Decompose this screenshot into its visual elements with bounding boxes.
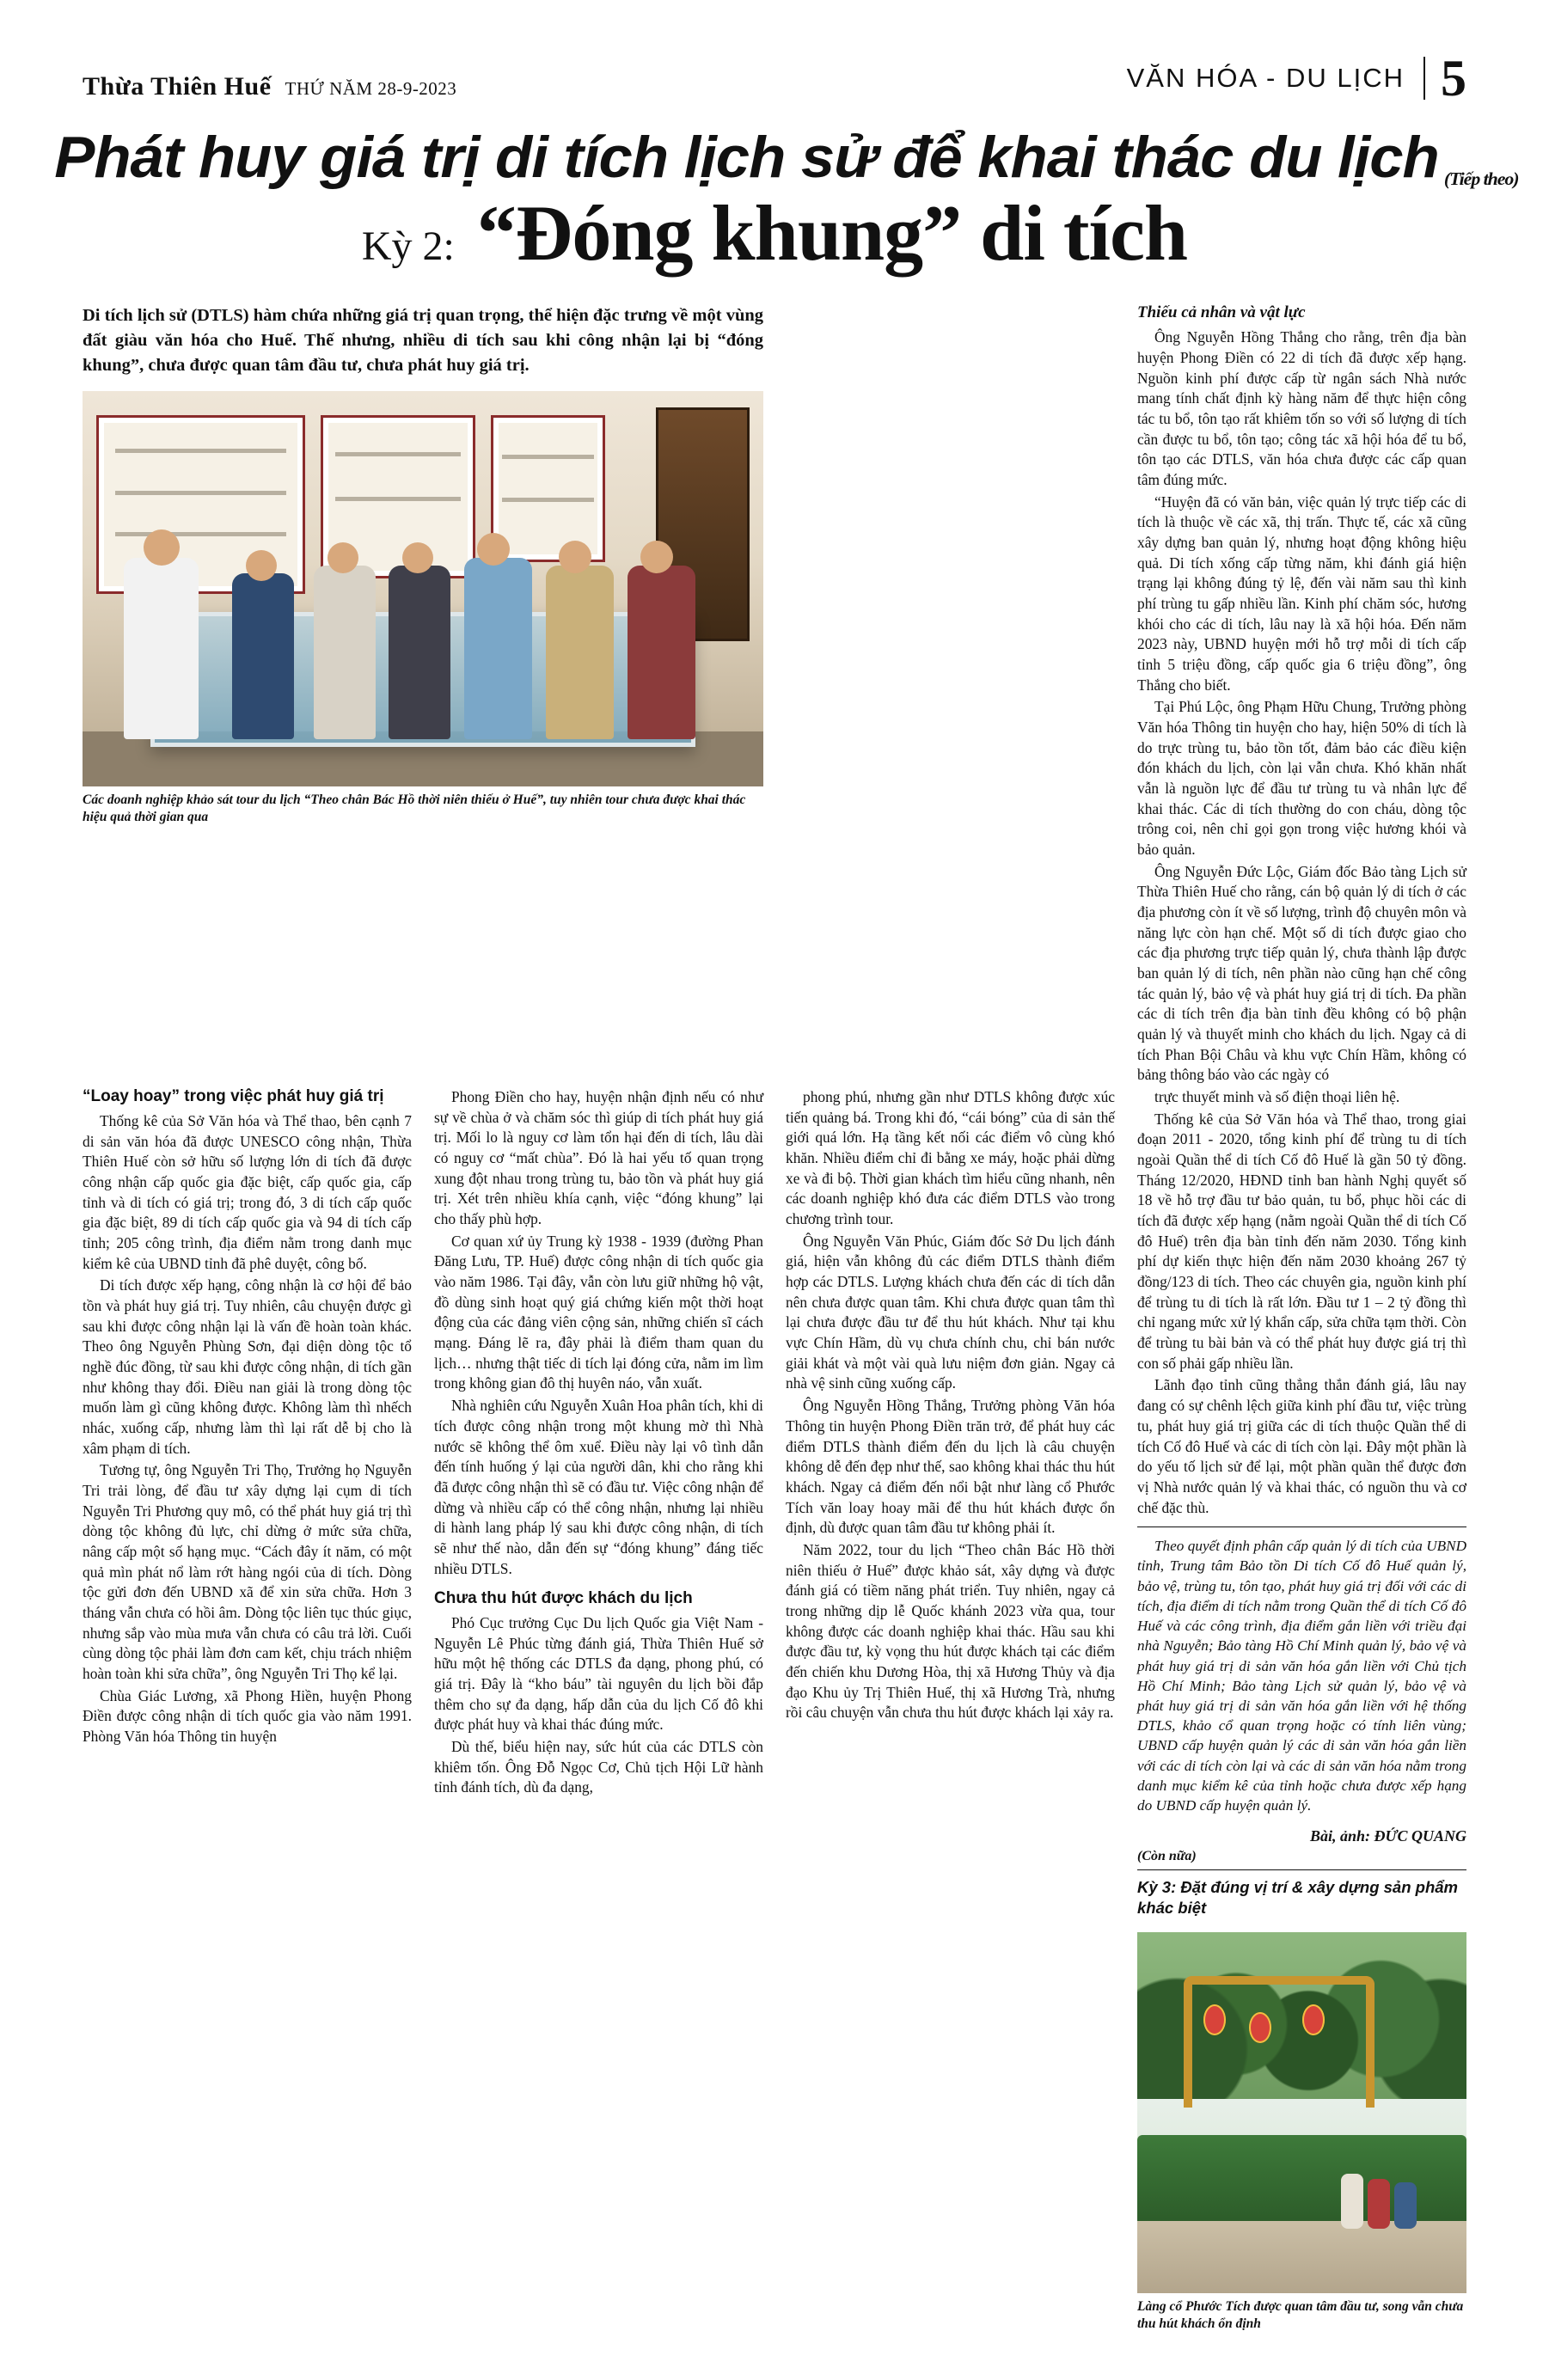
next-episode-teaser: Kỳ 3: Đặt đúng vị trí & xây dựng sản phẩm khác biệt	[1137, 1869, 1466, 1918]
boxed-note-text: Theo quyết định phân cấp quản lý di tích của UBND tỉnh, Trung tâm Bảo tồn Di tích Cố đô Huế quản lý, bảo vệ, trùng tu, tôn tạo, phát huy giá trị đối với các di tích, địa điểm di tích nằm trong Quần thể di tích Cố đô Huế và các công trình, địa điểm gắn liền với triều đại nhà Nguyễn; Bảo tàng Hồ Chí Minh quản lý, bảo vệ và phát huy giá trị di sản văn hóa gắn liền với Chủ tịch Hồ Chí Minh; Bảo tàng Lịch sử quản lý, bảo vệ và phát huy giá trị di sản văn hóa gắn liền với hệ thống DTLS, khảo cổ quan trọng hoặc có tính liên vùng; UBND cấp huyện quản lý các di sản văn hóa gắn liền với các di tích còn lại và các di sản văn hóa nằm trong danh mục kiểm kê của tỉnh hoặc chưa được xếp hạng do UBND cấp huyện quản lý.	[1137, 1538, 1466, 1814]
photo-image-village	[1137, 1932, 1466, 2293]
paragraph: Cơ quan xứ ủy Trung kỳ 1938 - 1939 (đường Phan Đăng Lưu, TP. Huế) được công nhận di tích quốc gia vào năm 1986. Tại đây, vẫn còn lưu giữ những hộ vật, đồ dùng sinh hoạt quý giá chứng kiến một thời hoạt động của các đảng viên cộng sản, những chiến sĩ cách mạng. Đáng lẽ ra, đây phải là điểm tham quan du lịch… nhưng thật tiếc di tích lại đóng cửa, nằm im lìm trong không gian đô thị huyên náo, vẫn xuất.	[434, 1232, 763, 1392]
article-lead: Di tích lịch sử (DTLS) hàm chứa những giá trị quan trọng, thể hiện đặc trưng về một vùng đất giàu văn hóa cho Huế. Thế nhưng, nhiều di tích sau khi công nhận lại bị “đóng khung”, chưa được quan tâm đầu tư, chưa phát huy giá trị.	[83, 306, 763, 375]
paper-name: Thừa Thiên Huế	[83, 72, 272, 101]
masthead-right	[1126, 50, 1466, 107]
byline-label: Bài, ảnh:	[1310, 1827, 1371, 1845]
headline-block	[0, 101, 1549, 278]
page-number-wrap	[1423, 50, 1466, 107]
headline-sub-row	[83, 189, 1466, 278]
paragraph: Chùa Giác Lương, xã Phong Hiền, huyện Phong Điền được công nhận di tích quốc gia vào năm 1991. Phòng Văn hóa Thông tin huyện	[83, 1686, 412, 1746]
masthead	[0, 0, 1549, 107]
column-2	[434, 1087, 763, 2346]
paragraph: Ông Nguyễn Văn Phúc, Giám đốc Sở Du lịch đánh giá, hiện vẫn không đủ các điểm DTLS thành điểm hợp các DTLS. Lượng khách chưa đến các di tích dẫn nên chưa được quan tâm. Khi chưa được quan tâm thì lại chưa được đầu tư để thu hút khách. Như tại khu vực Chín Hầm, dù vụ chưa chính chu, chỉ bán nước giải khát và một vài quà lưu niệm đơn giản. Ngay cả nhà vệ sinh cũng xuống cấp.	[786, 1232, 1115, 1392]
subhead-thieu-nhan-vat-luc: Thiếu cả nhân và vật lực	[1137, 303, 1306, 322]
headline-subtitle: “Đóng khung” di tích	[476, 189, 1188, 278]
section-title: VĂN HÓA - DU LỊCH	[1126, 63, 1405, 93]
paragraph: Nhà nghiên cứu Nguyễn Xuân Hoa phân tích, khi di tích được công nhận trong một khung mờ thì Nhà nước sẽ không thể ôm xuể. Điều này lại vô tình dẫn đến tính huống ý lại của người dân, khi cho rằng khi đã được công nhận thì sẽ có đầu tư. Việc công nhận để dừng và nhiều cấp có thể công nhận, nhưng lại nhiều di hành lang pháp lý sau khi được công nhận, di tích sẽ như thế nào, dẫn đến sự “đóng khung” đáng tiếc nhiều DTLS.	[434, 1397, 763, 1577]
paragraph: Tại Phú Lộc, ông Phạm Hữu Chung, Trưởng phòng Văn hóa Thông tin huyện cho hay, hiện 50% di tích là do trực trùng tu, bảo tồn tốt, đảm bảo các điều kiện đón khách du lịch, còn lại vẫn chưa. Khó khăn nhất vẫn là nguồn lực để đầu tư trùng tu và nhân lực để khai thác. Các di tích thường do con cháu, dòng tộc trông coi, nên chỉ gọi gọn trong việc hương khói và bảo quản.	[1137, 698, 1466, 859]
photo-caption-museum: Các doanh nghiệp khảo sát tour du lịch “Theo chân Bác Hồ thời niên thiếu ở Huế”, tuy nhiên tour chưa được khai thác hiệu quả thời gian qua	[83, 792, 746, 825]
paragraph: Ông Nguyễn Hồng Thắng cho rằng, trên địa bàn huyện Phong Điền có 22 di tích đã được xếp hạng. Nguồn kinh phí được cấp từ ngân sách Nhà nước mang tính chất định kỳ hàng năm để thực hiện công tác tu bổ, tôn tạo rất khiêm tốn so với số lượng di tích cần được tu bổ, tôn tạo; công tác xã hội hóa để tu bổ, tôn tạo các DTLS, văn hóa chưa được các cấp quan tâm đúng mức.	[1137, 328, 1466, 488]
column-4-bottom	[1137, 1087, 1466, 2346]
paragraph: “Huyện đã có văn bản, việc quản lý trực tiếp các di tích là thuộc về các xã, thị trấn. Thực tế, các xã cũng xây dựng ban quản lý, nhưng hoạt động không hiệu quả. Di tích xống cấp từng năm, khi đánh giá hiện trạng lại không đúng tỷ lệ, đến vài năm sau thì kinh phí trùng tu gấp nhiều lần. Kinh phí chăm sóc, hương khói cho các di tích, lâu nay là xã hội hóa. Đến năm 2023 này, UBND huyện mới hỗ trợ mỗi di tích cấp tỉnh 5 triệu đồng, cấp quốc gia 6 triệu đồng”, ông Thắng cho biết.	[1137, 493, 1466, 694]
paragraph: Tương tự, ông Nguyễn Tri Thọ, Trưởng họ Nguyễn Tri trải lòng, để đầu tư xây dựng lại cụm di tích Nguyễn Tri Phương quy mô, có thể phát huy giá trị thì dòng tộc không đủ lực, chỉ dừng ở mức sửa chữa, nâng cấp một số hạng mục. “Cách đây ít năm, có một quả mìn phát nổ làm rớt hàng ngói của di tích. Dòng tộc gửi đơn đến UBND xã để xin sửa chữa. Hơn 3 tháng vẫn chưa có hồi âm. Dòng tộc liên tục thúc giục, nhưng sắp vào mùa mưa vẫn chưa có câu trả lời. Cuối cùng dòng tộc phải làm đơn cam kết, chịu trách nhiệm hoàn toàn khi sửa chữa”, ông Nguyễn Tri Thọ kể lại.	[83, 1461, 412, 1683]
publication-date: THỨ NĂM 28-9-2023	[285, 78, 457, 99]
page-number: 5	[1441, 50, 1466, 107]
article-body	[0, 274, 1549, 2379]
lead-and-photo	[83, 303, 763, 1087]
photo-phuoc-tich-village	[1137, 1932, 1466, 2333]
paragraph: Năm 2022, tour du lịch “Theo chân Bác Hồ thời niên thiếu ở Huế” được khảo sát, xây dựng và được đánh giá có tiềm năng phát triển. Tuy nhiên, ngay cả trong những dịp lễ Quốc khánh 2023 vừa qua, tour không được các doanh nghiệp khai thác. Hầu sau khi được đầu tư, kỳ vọng thu hút được khách tại các điểm đến chiến khu Dương Hòa, thị xã Hương Thủy và địa đạo Khu ủy Trị Thiên Huế, thị xã Hương Trà, nhưng rồi câu chuyện vẫn chưa thu hút được khách lại xảy ra.	[786, 1540, 1115, 1722]
photo-caption-village: Làng cổ Phước Tích được quan tâm đầu tư, song vẫn chưa thu hút khách ổn định	[1137, 2299, 1464, 2332]
headline-main-text: Phát huy giá trị di tích lịch sử để khai thác du lịch	[54, 125, 1439, 190]
paragraph: trực thuyết minh và số điện thoại liên hệ.	[1154, 1088, 1400, 1106]
article-headline	[54, 127, 1518, 188]
boxed-note	[1137, 1536, 1466, 1815]
photo-image-museum	[83, 391, 763, 786]
byline-author: ĐỨC QUANG	[1374, 1827, 1466, 1845]
paragraph: Dù thế, biểu hiện nay, sức hút của các DTLS còn khiêm tốn. Ông Đỗ Ngọc Cơ, Chủ tịch Hội Lữ hành tỉnh đánh tích, dù đa dạng,	[434, 1738, 763, 1796]
episode-label: Kỳ 2:	[361, 223, 455, 270]
continued-label: (Còn nữa)	[1137, 1849, 1197, 1864]
paragraph: Thống kê của Sở Văn hóa và Thể thao, bên cạnh 7 di sản văn hóa đã được UNESCO công nhận, Thừa Thiên Huế còn sở hữu số lượng lớn di tích đã được công nhận cấp quốc gia đặc biệt, cấp quốc gia, cấp tỉnh và di tích có giá trị; trong đó, 3 di tích cấp quốc gia đặc biệt, 89 di tích cấp quốc gia và 94 di tích cấp tỉnh; 205 công trình, địa điểm nằm trong danh mục kiểm kê của UBND tỉnh đã phê duyệt, công bố.	[83, 1111, 412, 1272]
column-3	[786, 1087, 1115, 2346]
column-1	[83, 1087, 412, 2346]
paragraph: Phong Điền cho hay, huyện nhận định nếu có như sự về chùa ở và chăm sóc thì giúp di tích phát huy giá trị. Mối lo là nguy cơ làm tổn hại đến di tích, lâu dài có nguy cơ “mất chùa”. Đó là hai yếu tố quan trọng xung đột nhau trong trùng tu, bảo tồn và phát huy giá trị. Xét trên nhiều khía cạnh, việc “đóng khung” lại cho thấy phù hợp.	[434, 1088, 763, 1228]
paragraph: Di tích được xếp hạng, công nhận là cơ hội để bảo tồn và phát huy giá trị. Tuy nhiên, câu chuyện được gì sau khi được công nhận lại là vấn đề hoàn toàn khác. Theo ông Nguyễn Phùng Sơn, đại diện dòng tộc tổ nghề đúc đồng, từ sau khi được công nhận, di tích gần như không thay đổi. Điều nan giải là trong dòng tộc muốn làm gì cũng không được. Không làm thì nhếch nhác, xuống cấp, nhưng làm thì lại rất dễ bị cho là xâm phạm di tích.	[83, 1276, 412, 1457]
paragraph: Phó Cục trưởng Cục Du lịch Quốc gia Việt Nam - Nguyễn Lê Phúc từng đánh giá, Thừa Thiên Huế sở hữu một hệ thống các DTLS đa dạng, phong phú, có giá trị. Đây là “kho báu” tài nguyên du lịch bồi đắp thêm cho sự đa dạng, hấp dẫn của du lịch Cố đô khi được phát huy và khai thác đúng mức.	[434, 1614, 763, 1734]
paragraph: Ông Nguyễn Đức Lộc, Giám đốc Bảo tàng Lịch sử Thừa Thiên Huế cho rằng, cán bộ quản lý di tích ở các địa phương còn ít về số lượng, trình độ chuyên môn và năng lực còn hạn chế. Một số di tích được giao cho các địa phương trực tiếp quản lý, chưa thành lập được ban quản lý di tích, nên phần nào cũng hạn chế công tác quản lý, bảo vệ và phát huy giá trị di tích. Đa phần các di tích trên địa bàn tỉnh đều không có bộ phận quản lý và thuyết minh cho khách du lịch. Ngay cả di tích Phan Bội Châu và khu vực Chín Hầm, không có bảng thông báo vào các ngày có	[1137, 862, 1466, 1084]
byline	[1137, 1827, 1466, 1845]
subhead-loay-hoay: “Loay hoay” trong việc phát huy giá trị	[83, 1087, 384, 1106]
paragraph: Lãnh đạo tỉnh cũng thẳng thắn đánh giá, lâu nay đang có sự chênh lệch giữa kinh phí đầu tư, việc trùng tu, phát huy giá trị giữa các di tích thuộc Quần thể di tích Cố đô Huế và các di tích còn lại. Đây một phần là do yếu tố lịch sử để lại, một phần quần thể được đơn vị Nhà nước quản lý và khai thác, có nguồn thu và cơ chế đặc thù.	[1137, 1376, 1466, 1516]
photo-museum-tour	[83, 391, 763, 826]
column-3-top	[786, 303, 1115, 1087]
paragraph: phong phú, nhưng gần như DTLS không được xúc tiến quảng bá. Trong khi đó, “cái bóng” của di sản thế giới quá lớn. Hạ tầng kết nối các điểm vô cùng khó khăn. Nhiều điểm chỉ đi bằng xe máy, hoặc phải dừng xe và đi bộ. Thời gian khách tìm hiểu cũng nhanh, nên các doanh nghiệp khó đưa các điểm DTLS vào trong chương trình tour.	[786, 1088, 1115, 1228]
subhead-chua-thu-hut-khach: Chưa thu hút được khách du lịch	[434, 1589, 693, 1608]
column-4-top	[1137, 303, 1466, 1087]
paragraph: Ông Nguyễn Hồng Thắng, Trưởng phòng Văn hóa Thông tin huyện Phong Điền trăn trở, để phát huy các điểm DTLS thành điểm đến du lịch là câu chuyện không dễ đến đẹp như thế, sao không khai thác thu hút khách. Ngay cả điểm đến nổi bật như làng cổ Phước Tích văn loay hoay mãi để thu hút khách được ổn định, dù được quan tâm đầu tư không phải ít.	[786, 1397, 1115, 1537]
masthead-left	[83, 72, 456, 101]
divider	[1423, 57, 1425, 100]
headline-continued: (Tiếp theo)	[1443, 168, 1519, 190]
paragraph: Thống kê của Sở Văn hóa và Thể thao, trong giai đoạn 2011 - 2020, tổng kinh phí để trùng tu di tích ngoài Quần thể di tích Cố đô Huế là gần 50 tỷ đồng. Tháng 12/2020, HĐND tỉnh ban hành Nghị quyết số 18 về hỗ trợ đầu tư bảo quản, tu bổ, phục hồi các di tích đã được xếp hạng (nằm ngoài Quần thể di tích Cố đô Huế) trên địa bàn tỉnh đến năm 2030. Tổng kinh phí dự kiến thực hiện đến năm 2030 khoảng 267 tỷ đồng/123 di tích. Theo các chuyên gia, nguồn kinh phí để trùng tu di tích là rất lớn. Đầu tư 1 – 2 tỷ đồng thì chỉ ngang mức xử lý khẩn cấp, sửa chữa tạm thời. Còn để trùng tu bài bản và có thể phát huy được giá trị thì con số phải gấp nhiều lần.	[1137, 1110, 1466, 1372]
